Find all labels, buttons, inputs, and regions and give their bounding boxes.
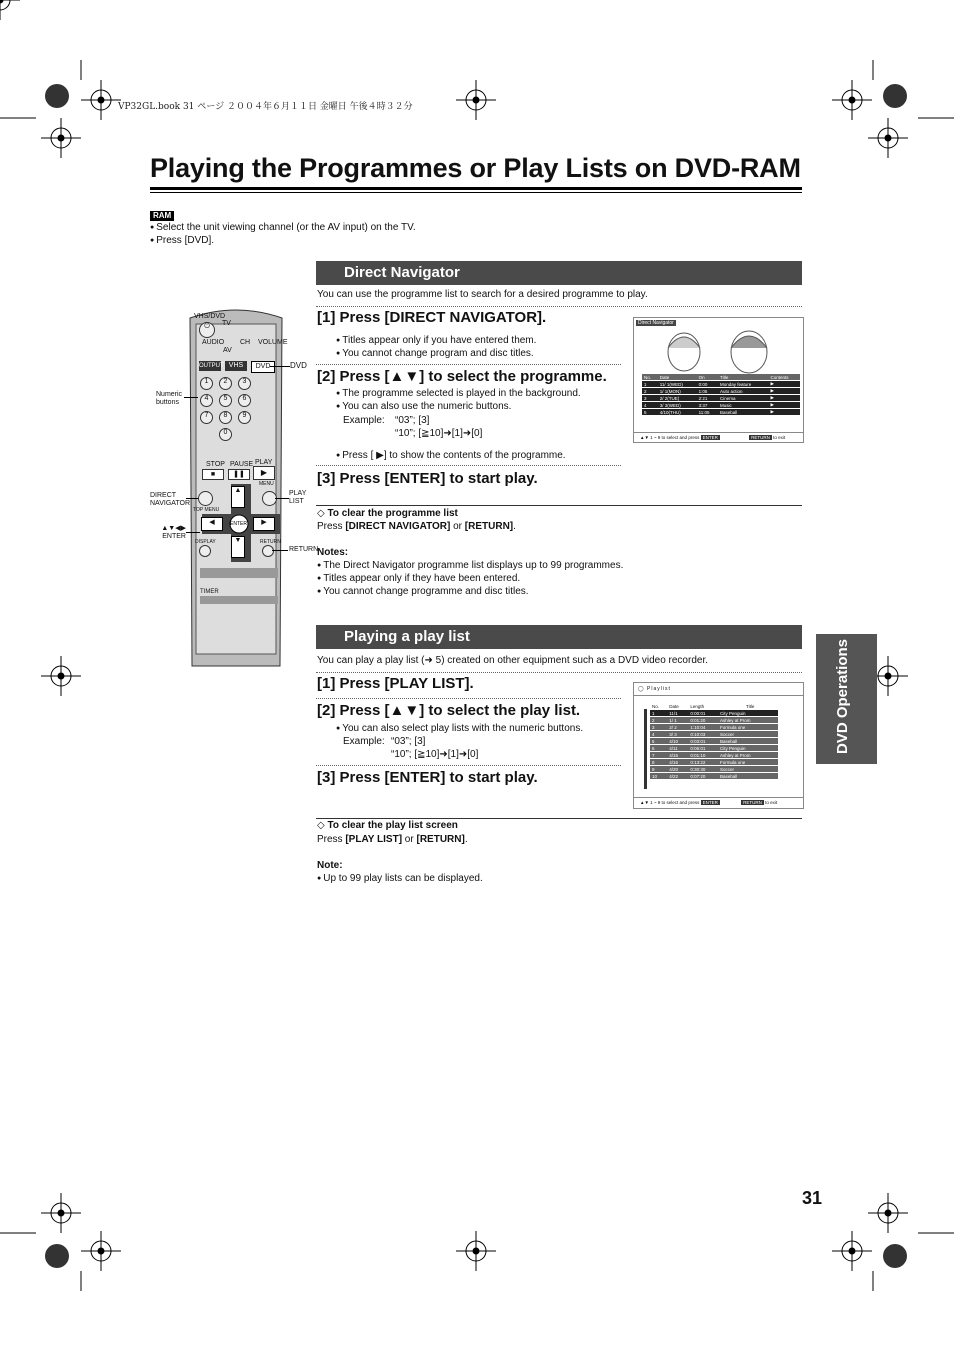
pl-screen-row: 9 4/20 0:30:30 Soccer — [650, 766, 778, 773]
print-header: VP32GL.book 31 ページ ２００４年６月１１日 金曜日 午後４時３２分 — [118, 102, 413, 112]
dn-screen-row: 3 2/ 2(TUE) 2:21 Cinema ▶ — [642, 395, 800, 402]
pl-note-title: Note: — [317, 860, 343, 871]
pl-screen-row: 4 3/ 3 0:10:03 Soccer — [650, 731, 778, 738]
dn-screen-faces — [654, 326, 784, 374]
digit-8-button[interactable]: 8 — [219, 411, 232, 424]
return-label: RETURN — [260, 539, 281, 545]
dn-example-label: Example: — [343, 415, 385, 426]
power-button[interactable]: ⏻ — [199, 322, 215, 338]
dn-screen-footer: ▲▼ 1 ~ 9 to select and press ENTER RETURN to exit — [634, 432, 803, 442]
up-arrow-button[interactable]: ▲ — [231, 486, 245, 508]
remote-play-label: PLAY — [255, 459, 273, 466]
pl-step-1: [1] Press [PLAY LIST]. — [317, 675, 474, 692]
pl-note-1: ● Up to 99 play lists can be displayed. — [317, 872, 483, 885]
display-label: DISPLAY — [195, 539, 216, 545]
pl-screen-row: 1 11/1 0:00:01 City Penguin — [650, 710, 778, 717]
pause-button[interactable]: ❚❚ — [228, 469, 250, 480]
direct-navigator-screen: Direct Navigator No. Date On Title Contents 1 11/ 1(WED) 0:00 Monday feature ▶ 2 1/ 1(MON) 1:05 Auto action ▶ 3 2/ 2(TUE) 2:21 Cinema ▶ 4 3/ 3(WED) 3:37 Music ▶ 5 4/10(THU) 11:05 Baseball ▶ ▲▼ 1 ~ 9 to select and press ENTER RETURN to exit — [633, 317, 804, 443]
ram-badge: RAM — [150, 211, 174, 221]
pl-screen-row: 8 4/16 0:13:22 Formula one — [650, 759, 778, 766]
pl-screen-row: 2 1/ 1 0:01:20 Ashley at Prom — [650, 717, 778, 724]
title-rule-thin — [150, 192, 802, 193]
dn-example-1: “03”; [3] — [395, 415, 430, 426]
remote-stop-label: STOP — [206, 461, 225, 468]
play-list-label: PLAY LIST — [289, 490, 307, 505]
dn-clear-text: Press [DIRECT NAVIGATOR] or [RETURN]. — [317, 521, 516, 532]
dn-note-2: ● Titles appear only if they have been entered. — [317, 572, 520, 585]
intro-bullet-2: ● Press [DVD]. — [150, 234, 214, 247]
page-title: Playing the Programmes or Play Lists on DVD-RAM — [150, 153, 801, 183]
return-side-label: RETURN — [289, 546, 319, 553]
pl-screen-footer: ▲▼ 1 ~ 9 to select and press ENTER RETURN to exit — [634, 797, 803, 808]
top-menu-label: TOP MENU — [193, 507, 220, 513]
digit-9-button[interactable]: 9 — [238, 411, 251, 424]
remote-vhs-dvd-label: VHS/DVD — [194, 313, 226, 320]
display-button[interactable] — [199, 545, 211, 557]
digit-3-button[interactable]: 3 — [238, 377, 251, 390]
arrows-enter-label: ▲▼◀▶ ENTER — [161, 525, 186, 540]
dn-note-1: ● The Direct Navigator programme list displays up to 99 programmes. — [317, 559, 623, 572]
enter-button[interactable]: ENTER — [230, 521, 247, 527]
remote-tv-label: TV — [222, 320, 231, 327]
direct-navigator-label: DIRECT NAVIGATOR — [150, 492, 191, 507]
page-number: 31 — [802, 1188, 823, 1208]
down-arrow-button[interactable]: ▼ — [231, 536, 245, 558]
menu-label: MENU — [259, 481, 274, 487]
dn-step2-bullet-2: ● You can also use the numeric buttons. — [336, 400, 511, 413]
dn-screen-row: 1 11/ 1(WED) 0:00 Monday feature ▶ — [642, 381, 800, 388]
dn-note-3: ● You cannot change programme and disc titles. — [317, 585, 529, 598]
pl-screen-row: 10 4/22 0:07:20 Baseball — [650, 773, 778, 780]
pl-example-label: Example: — [343, 736, 385, 747]
pl-screen-row: 6 4/11 0:06:01 City Penguin — [650, 745, 778, 752]
dvd-button[interactable]: DVD — [251, 361, 275, 373]
digit-2-button[interactable]: 2 — [219, 377, 232, 390]
dn-screen-row: 5 4/10(THU) 11:05 Baseball ▶ — [642, 409, 800, 416]
pl-step2-bullet-1: ● You can also select play lists with the numeric buttons. — [336, 722, 583, 735]
dn-intro: You can use the programme list to search for a desired programme to play. — [317, 289, 648, 300]
dn-step-3: [3] Press [ENTER] to start play. — [317, 470, 538, 487]
pl-step-2: [2] Press [▲▼] to select the play list. — [317, 702, 581, 719]
dn-step1-bullet-1: ● Titles appear only if you have entered them. — [336, 334, 536, 347]
direct-navigator-heading: Direct Navigator — [316, 261, 802, 285]
return-button[interactable] — [262, 545, 274, 557]
dn-example-2: “10”; [≧10]➜[1]➜[0] — [395, 428, 483, 439]
pl-example-1: “03”; [3] — [391, 736, 426, 747]
dvd-side-label: DVD — [290, 361, 307, 370]
numeric-buttons-label: Numeric buttons — [156, 391, 183, 406]
pl-screen-row: 7 4/15 0:01:10 Ashley at Prom — [650, 752, 778, 759]
play-list-heading: Playing a play list — [316, 625, 802, 649]
timer-label: TIMER — [200, 589, 219, 595]
intro-bullet-1: ● Select the unit viewing channel (or the AV input) on the TV. — [150, 221, 416, 234]
dn-screen-row: 2 1/ 1(MON) 1:05 Auto action ▶ — [642, 388, 800, 395]
digit-5-button[interactable]: 5 — [219, 394, 232, 407]
right-arrow-button[interactable]: ▶ — [253, 517, 275, 531]
dn-step2-bullet-1: ● The programme selected is played in the background. — [336, 387, 581, 400]
left-arrow-button[interactable]: ◀ — [201, 517, 223, 531]
dn-step-2: [2] Press [▲▼] to select the programme. — [317, 368, 607, 385]
remote-av-label: AV — [223, 347, 232, 354]
digit-0-button[interactable]: 0 — [219, 428, 232, 441]
pl-screen-row: 5 4/10 0:03:01 Baseball — [650, 738, 778, 745]
digit-6-button[interactable]: 6 — [238, 394, 251, 407]
pl-screen-scrollbar — [644, 709, 647, 789]
dn-notes-title: Notes: — [317, 547, 349, 558]
pl-example-2: “10”; [≧10]➜[1]➜[0] — [391, 749, 479, 760]
pl-intro: You can play a play list (➜ 5) created on other equipment such as a DVD video recorder. — [317, 655, 709, 666]
dn-step2-extra: ● Press [ ▶] to show the contents of the programme. — [336, 449, 566, 462]
dn-step-1: [1] Press [DIRECT NAVIGATOR]. — [317, 309, 547, 326]
pl-clear-title: ◇ To clear the play list screen — [317, 820, 458, 831]
digit-1-button[interactable]: 1 — [200, 377, 213, 390]
dn-screen-row: 4 3/ 3(WED) 3:37 Music ▶ — [642, 402, 800, 409]
remote-volume-label: VOLUME — [258, 339, 288, 346]
pl-clear-text: Press [PLAY LIST] or [RETURN]. — [317, 834, 468, 845]
output-button[interactable]: OUTPUT — [199, 363, 224, 369]
pl-screen-title: ◯ Playlist — [638, 686, 671, 692]
remote-audio-label: AUDIO — [202, 339, 225, 346]
dn-step1-bullet-2: ● You cannot change program and disc titles. — [336, 347, 534, 360]
playlist-screen: ◯ Playlist No. Date Length Title 1 11/1 0:00:01 City Penguin 2 1/ 1 0:01:20 Ashley at Prom 3 2/ 2 1:10:04 Formula one 4 3/ 3 0:10:03 Soccer 5 4/10 0:03:01 Baseball 6 4/11 0:06:01 City Penguin 7 4/15 0:01:10 Ashley at Prom 8 4/16 0:13:22 Formula one 9 4/20 0:30:30 Soccer 10 4/22 0:07:20 Baseball ▲▼ 1 ~ 9 to select and press ENTER RETURN to exit — [633, 682, 804, 809]
digit-7-button[interactable]: 7 — [200, 411, 213, 424]
direct-navigator-button[interactable] — [198, 491, 213, 506]
dn-screen-title: Direct Navigator — [638, 320, 674, 326]
vhs-button[interactable]: VHS — [225, 361, 247, 371]
remote-pause-label: PAUSE — [230, 461, 254, 468]
title-rule — [150, 187, 802, 190]
dn-clear-title: ◇ To clear the programme list — [317, 508, 458, 519]
stop-button[interactable]: ■ — [202, 469, 224, 480]
play-button[interactable]: ▶ — [253, 466, 275, 480]
dvd-operations-tab: DVD Operations — [816, 634, 877, 764]
digit-4-button[interactable]: 4 — [200, 394, 213, 407]
remote-ch-label: CH — [240, 339, 251, 346]
pl-screen-row: 3 2/ 2 1:10:04 Formula one — [650, 724, 778, 731]
pl-step-3: [3] Press [ENTER] to start play. — [317, 769, 538, 786]
